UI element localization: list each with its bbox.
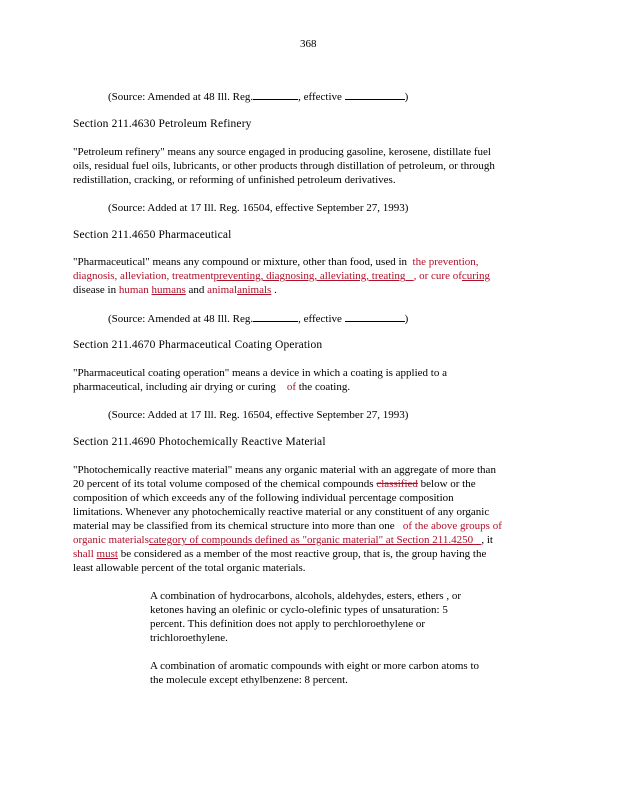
body-line: composition of which exceeds any of the following individual percentage composition	[73, 492, 454, 504]
deleted-text: human	[118, 284, 149, 296]
inserted-text: animals	[237, 284, 272, 296]
body-line	[73, 548, 486, 560]
deleted-text: shall	[73, 548, 94, 560]
source-text: (Source: Amended at 48 Ill. Reg.	[108, 313, 254, 325]
body-line	[73, 256, 479, 268]
body-line: "Photochemically reactive material" means any organic material with an aggregate of more than	[73, 464, 496, 476]
blank-reg	[253, 312, 298, 322]
inserted-text: must	[96, 548, 118, 560]
list-item-line: the molecule except ethylbenzene: 8 percent.	[150, 674, 348, 686]
deleted-text: animal	[207, 284, 238, 296]
section-heading-4670: Section 211.4670 Pharmaceutical Coating Operation	[73, 339, 323, 351]
body-text: 20 percent of its total volume composed of the chemical compounds	[73, 478, 374, 490]
body-text: and	[188, 284, 205, 296]
body-text: material may be classified from its chemical structure into more than one	[73, 520, 395, 532]
deleted-text: diagnosis, alleviation, treatment	[73, 270, 214, 282]
page-number: 368	[300, 38, 317, 50]
body-text: , it	[481, 534, 493, 546]
source-note-added: (Source: Added at 17 Ill. Reg. 16504, effective September 27, 1993)	[108, 409, 409, 421]
deleted-text: classified	[376, 478, 418, 490]
body-line: limitations. Whenever any photochemically reactive material or any constituent of any organic	[73, 506, 490, 518]
source-text: , effective	[298, 313, 342, 325]
body-text: "Pharmaceutical" means any compound or mixture, other than food, used in	[73, 256, 408, 268]
list-item-line: trichloroethylene.	[150, 632, 228, 644]
body-text: be considered as a member of the most reactive group, that is, the group having the	[120, 548, 487, 560]
inserted-text: curing	[461, 270, 490, 282]
deleted-text: of the above groups of	[402, 520, 502, 532]
source-note-added: (Source: Added at 17 Ill. Reg. 16504, effective September 27, 1993)	[108, 202, 409, 214]
body-line	[73, 520, 502, 532]
body-text: pharmaceutical, including air drying or curing	[73, 381, 276, 393]
body-text: the coating.	[298, 381, 351, 393]
body-text: below or the	[420, 478, 476, 490]
deleted-text: of	[286, 381, 296, 393]
section-heading-4690: Section 211.4690 Photochemically Reactive Material	[73, 436, 326, 448]
inserted-text: humans	[151, 284, 186, 296]
inserted-text: preventing, diagnosing, alleviating, treating	[213, 270, 406, 282]
section-heading-4630: Section 211.4630 Petroleum Refinery	[73, 118, 252, 130]
body-line	[73, 534, 493, 546]
source-text: )	[404, 313, 409, 325]
body-line	[73, 381, 350, 393]
inserted-text: category of compounds defined as "organic material" at Section 211.4250	[148, 534, 474, 546]
list-item-line: ketones having an olefinic or cyclo-olefinic types of unsaturation: 5	[150, 604, 448, 616]
body-line: least allowable percent of the total organic materials.	[73, 562, 306, 574]
body-line: "Petroleum refinery" means any source engaged in producing gasoline, kerosene, distillate fuel	[73, 146, 491, 158]
blank-effective	[345, 312, 405, 322]
source-note-amended	[108, 90, 408, 103]
list-item-line: A combination of hydrocarbons, alcohols, aldehydes, esters, ethers , or	[150, 590, 461, 602]
source-note-amended	[108, 312, 408, 325]
body-line	[73, 284, 277, 296]
source-text: )	[404, 91, 409, 103]
source-text: (Source: Amended at 48 Ill. Reg.	[108, 91, 254, 103]
deleted-text: , or cure of	[413, 270, 462, 282]
section-heading-4650: Section 211.4650 Pharmaceutical	[73, 229, 232, 241]
body-line: oils, residual fuel oils, lubricants, or other products through distillation of petroleum, or through	[73, 160, 495, 172]
deleted-text: organic materials	[73, 534, 149, 546]
body-line: "Pharmaceutical coating operation" means a device in which a coating is applied to a	[73, 367, 447, 379]
list-item-line: percent. This definition does not apply to perchloroethylene or	[150, 618, 426, 630]
source-text: , effective	[298, 91, 342, 103]
body-line: redistillation, cracking, or reforming of unfinished petroleum derivatives.	[73, 174, 396, 186]
blank-effective	[345, 90, 405, 100]
body-line	[73, 478, 476, 490]
list-item-line: A combination of aromatic compounds with eight or more carbon atoms to	[150, 660, 480, 672]
body-text: .	[274, 284, 277, 296]
blank-reg	[253, 90, 298, 100]
body-text: disease in	[73, 284, 117, 296]
deleted-text: the prevention,	[412, 256, 479, 268]
body-line	[73, 270, 490, 282]
